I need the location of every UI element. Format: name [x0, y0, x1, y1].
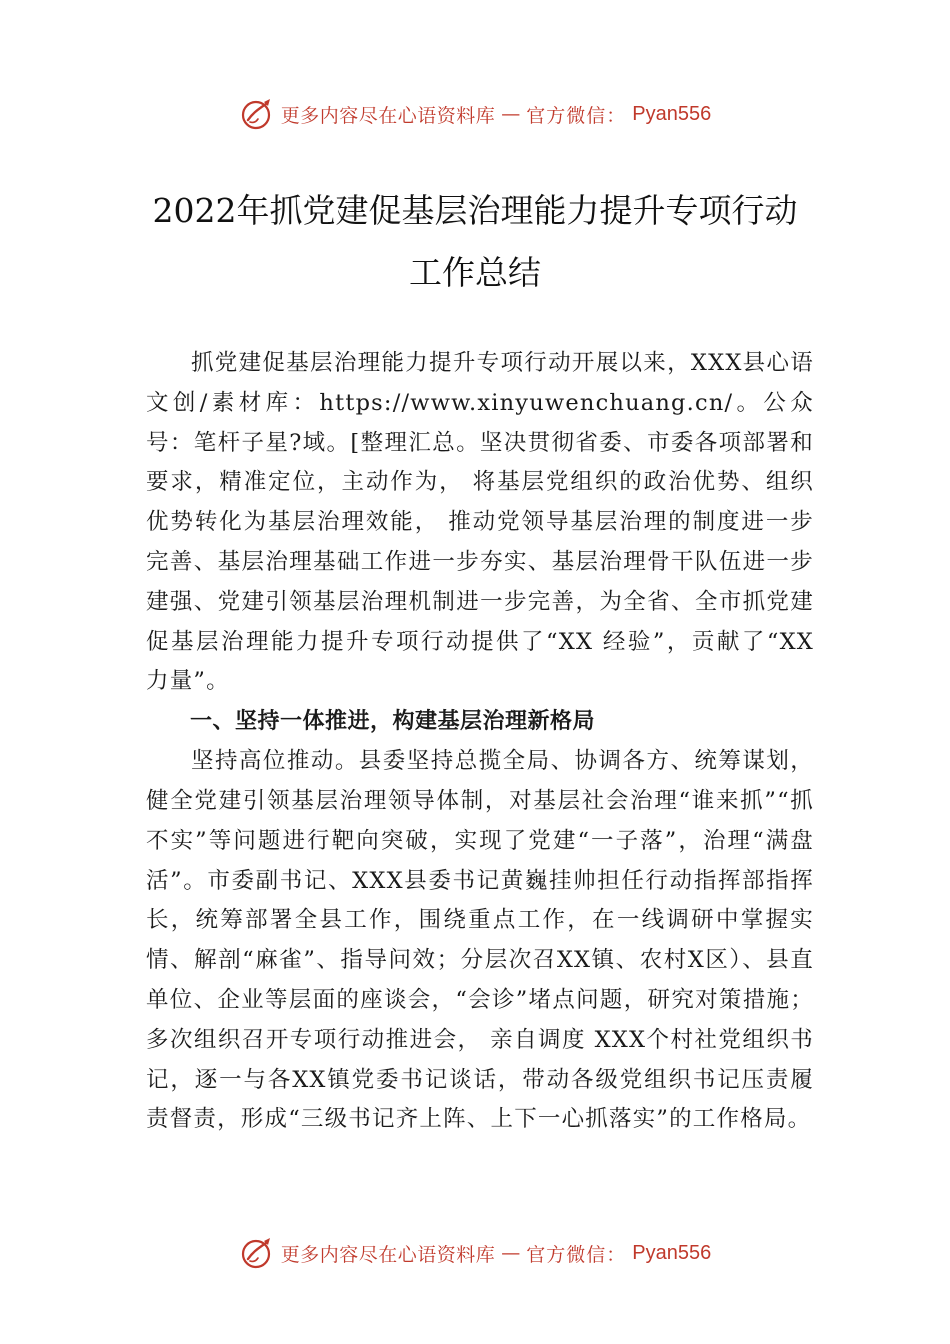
watermark-separator: — [501, 103, 521, 125]
watermark-wechat-id: Pyan556 [632, 1241, 712, 1264]
watermark-wechat-label: 官方微信： [526, 1243, 627, 1266]
watermark-text: 更多内容尽在心语资料库 [280, 104, 496, 127]
watermark-banner-bottom [0, 1233, 950, 1273]
watermark-banner-top [0, 94, 950, 134]
watermark-wechat-id: Pyan556 [632, 102, 712, 125]
watermark-separator: — [501, 1242, 521, 1264]
brush-logo-icon [239, 1235, 275, 1271]
watermark-wechat-label: 官方微信： [526, 104, 627, 127]
brush-logo-icon [239, 96, 275, 132]
watermark-text: 更多内容尽在心语资料库 [280, 1243, 496, 1266]
document-title: 2022年抓党建促基层治理能力提升专项行动工作总结 [152, 191, 798, 292]
document-body [146, 344, 814, 1140]
section-paragraph: 坚持高位推动。县委坚持总揽全局、协调各方、统筹谋划，健全党建引领基层治理领导体制，对基层社会治理“谁来抓”“抓不实”等问题进行靶向突破，实现了党建“一子落”，治理“满盘活”。市委副书记、XXX县委书记黄巍挂帅担任行动指挥部指挥长，统筹部署全县工作，围绕重点工作，在一线调研中掌握实情、解剖“麻雀”、指导问效；分层次召XX镇、农村X区）、县直单位、企业等层面的座谈会，“会诊”堵点问题，研究对策措施；多次组织召开专项行动推进会， 亲自调度 XXX个村社党组织书记，逐一与各XX镇党委书记谈话，带动各级党组织书记压责履责督责，形成“三级书记齐上阵、上下一心抓落实”的工作格局。 [146, 748, 814, 1133]
section-heading: 一、坚持一体推进，构建基层治理新格局 [190, 709, 596, 735]
intro-paragraph: 抓党建促基层治理能力提升专项行动开展以来，XXX县心语文创/素材库：https://www.xinyuwenchuang.cn/。公众号：笔杆子星?域。[整理汇总。坚决贯彻省委、市委各项部署和要求，精准定位，主动作为， 将基层党组织的政治优势、组织优势转化为基层治理效能， 推动党领导基层治理的制度进一步完善、基层治理基础工作进一步夯实、基层治理骨干队伍进一步建强、党建引领基层治理机制进一步完善，为全省、全市抓党建促基层治理能力提升专项行动提供了“XX 经验”，贡献了“XX 力量”。 [146, 350, 814, 695]
